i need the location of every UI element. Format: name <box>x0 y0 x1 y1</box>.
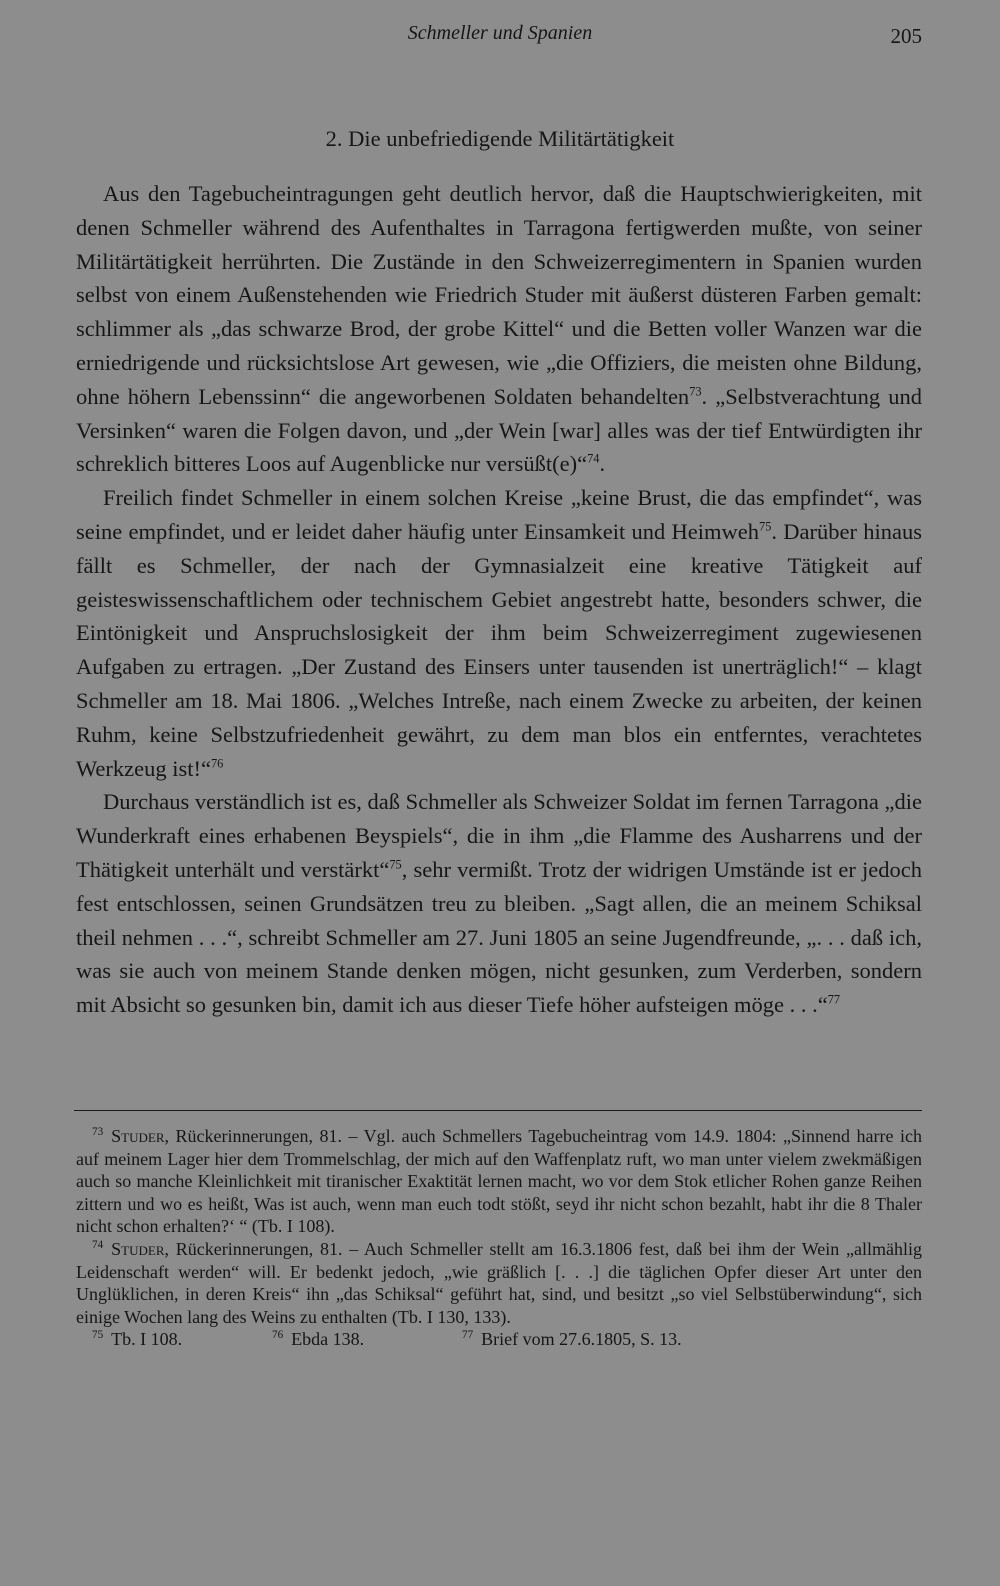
footnote-ref-77: 77 <box>827 992 841 1007</box>
footnote-73 <box>76 1125 922 1238</box>
footnote-76-text: Ebda 138. <box>291 1329 365 1350</box>
footnote-75-text: Tb. I 108. <box>111 1329 183 1350</box>
paragraph-1-text-c: . <box>599 451 606 477</box>
footnote-75-number: 75 <box>92 1329 104 1342</box>
paragraph-2-text-a: Freilich findet Schmeller in einem solchen Kreise „keine Brust, die das empfindet“, was seine empfindet, und er leidet daher häufig unter Einsamkeit und Heimweh <box>76 485 922 544</box>
footnote-77-text: Brief vom 27.6.1805, S. 13. <box>481 1329 682 1350</box>
paragraph-3 <box>76 785 922 1022</box>
footnote-76-number: 76 <box>272 1329 284 1342</box>
footnote-ref-75: 75 <box>759 519 772 534</box>
paragraph-1-text-b: . „Selbstverachtung und Versinken“ waren die Folgen davon, und „der Wein [war] alles was der tief Entwürdigten ihr schreklich bitteres Loos auf Augenblicke nur versüßt(e)“ <box>76 383 922 477</box>
footnote-74-author: Studer <box>111 1238 165 1259</box>
footnote-73-author: Studer <box>111 1126 165 1146</box>
running-title: Schmeller und Spanien <box>407 22 593 44</box>
section-title: 2. Die unbefriedigende Militärtätigkeit <box>325 126 675 151</box>
footnote-ref-76: 76 <box>211 756 224 771</box>
footnote-divider <box>74 1110 922 1111</box>
footnote-76 <box>256 1328 446 1351</box>
paragraph-1-text-a: Aus den Tagebucheintragungen geht deutlich hervor, daß die Hauptschwierigkeiten, mit denen Schmeller während des Aufenthaltes in Tarragona fertigwerden mußte, von seiner Militärtätigkeit herrührten. Die Zustände in den Schweizerregimentern in Spanien wurden selbst von einem Außenstehenden wie Friedrich Studer mit äußerst düsteren Farben gemalt: schlimmer als „das schwarze Brod, der grobe Kittel“ und die Betten voller Wanzen war die erniedrigende und rücksichtslose Art gewesen, wie „die Offiziers, die meisten ohne Bildung, ohne höhern Lebenssinn“ die angeworbenen Soldaten behandelten <box>76 181 922 409</box>
page-number: 205 <box>890 24 922 48</box>
paragraph-2-text-b: . Darüber hinaus fällt es Schmeller, der nach der Gymnasialzeit eine kreative Tätigkeit auf geisteswissenschaftlichem oder technischem Gebiet angestrebt hatte, besonders schwer, die Eintönigkeit und Anspruchslosigkeit der ihm beim Schweizerregiment zugewiesenen Aufgaben zu ertragen. „Der Zustand des Einsers unter tausenden ist unerträglich!“ – klagt Schmeller am 18. Mai 1806. „Welches Intreße, nach einem Zwecke zu arbeiten, der keinen Ruhm, keine Selbstzufriedenheit gewährt, zu dem man blos ein entferntes, verachtetes Werkzeug ist!“ <box>76 518 922 781</box>
paragraph-1 <box>76 177 922 481</box>
footnote-ref-75b: 75 <box>389 857 402 872</box>
paragraph-3-text-a: Durchaus verständlich ist es, daß Schmeller als Schweizer Soldat im fernen Tarragona „die Wunderkraft eines erhabenen Beyspiels“, die in ihm „die Flamme des Ausharrens und der Thätigkeit unterhält und verstärkt“ <box>76 789 922 882</box>
body-text <box>76 177 922 1022</box>
paragraph-3-text-b: , sehr vermißt. Trotz der widrigen Umstände ist er jedoch fest entschlossen, seinen Grundsätzen treu zu bleiben. „Sagt allen, die an meinem Schiksal theil nehmen . . .“, schreibt Schmeller am 27. Juni 1805 an seine Jugendfreunde, „. . . daß ich, was sie auch von meinem Stande denken mögen, nicht gesunken, zum Verderben, sondern mit Absicht so gesunken bin, damit ich aus dieser Tiefe höher aufsteigen möge . . .“ <box>76 856 922 1018</box>
footnote-75 <box>76 1328 256 1351</box>
footnote-77 <box>446 1328 682 1351</box>
footnotes-75-77 <box>76 1328 922 1351</box>
footnote-ref-74: 74 <box>587 451 600 466</box>
paragraph-2 <box>76 481 922 785</box>
footnote-ref-73: 73 <box>689 384 702 399</box>
footnote-74-text: , Rückerinnerungen, 81. – Auch Schmeller stellt am 16.3.1806 fest, daß bei ihm der Wein „allmählig Leidenschaft werden“ will. Er bedenkt jedoch, „wie gräßlich [. . .] die täglichen Opfer dieser Art unter den Unglüklichen, in deren Kreis“ ihn „das Schiksal“ geführt hat, sind, und besitzt „so viel Selbstüberwindung“, sich einige Wochen lang des Weins zu enthalten (Tb. I 130, 133). <box>76 1238 922 1327</box>
footnote-74-number: 74 <box>92 1238 104 1251</box>
footnote-73-number: 73 <box>92 1126 104 1138</box>
footnotes <box>76 1125 922 1351</box>
footnote-73-text: , Rückerinnerungen, 81. – Vgl. auch Schmellers Tagebucheintrag vom 14.9. 1804: „Sinnend harre ich auf meinem Lager hier dem Trommelschlag, der mich auf den Waffenplatz ruft, wo man unter vielem zwekmäßigen auch so manche Kleinlichkeit mit tiranischer Exaktität lernen macht, wo vor dem Stok etlicher Rohen ganze Reihen zittern und wo es heißt, Was ist auch, wenn man euch todt stößt, seyd ihr nicht schon bezahlt, habt ihr die 8 Thaler nicht schon erhalten?‘ “ (Tb. I 108). <box>76 1126 922 1237</box>
footnote-74 <box>76 1238 922 1328</box>
footnote-77-number: 77 <box>462 1329 474 1342</box>
